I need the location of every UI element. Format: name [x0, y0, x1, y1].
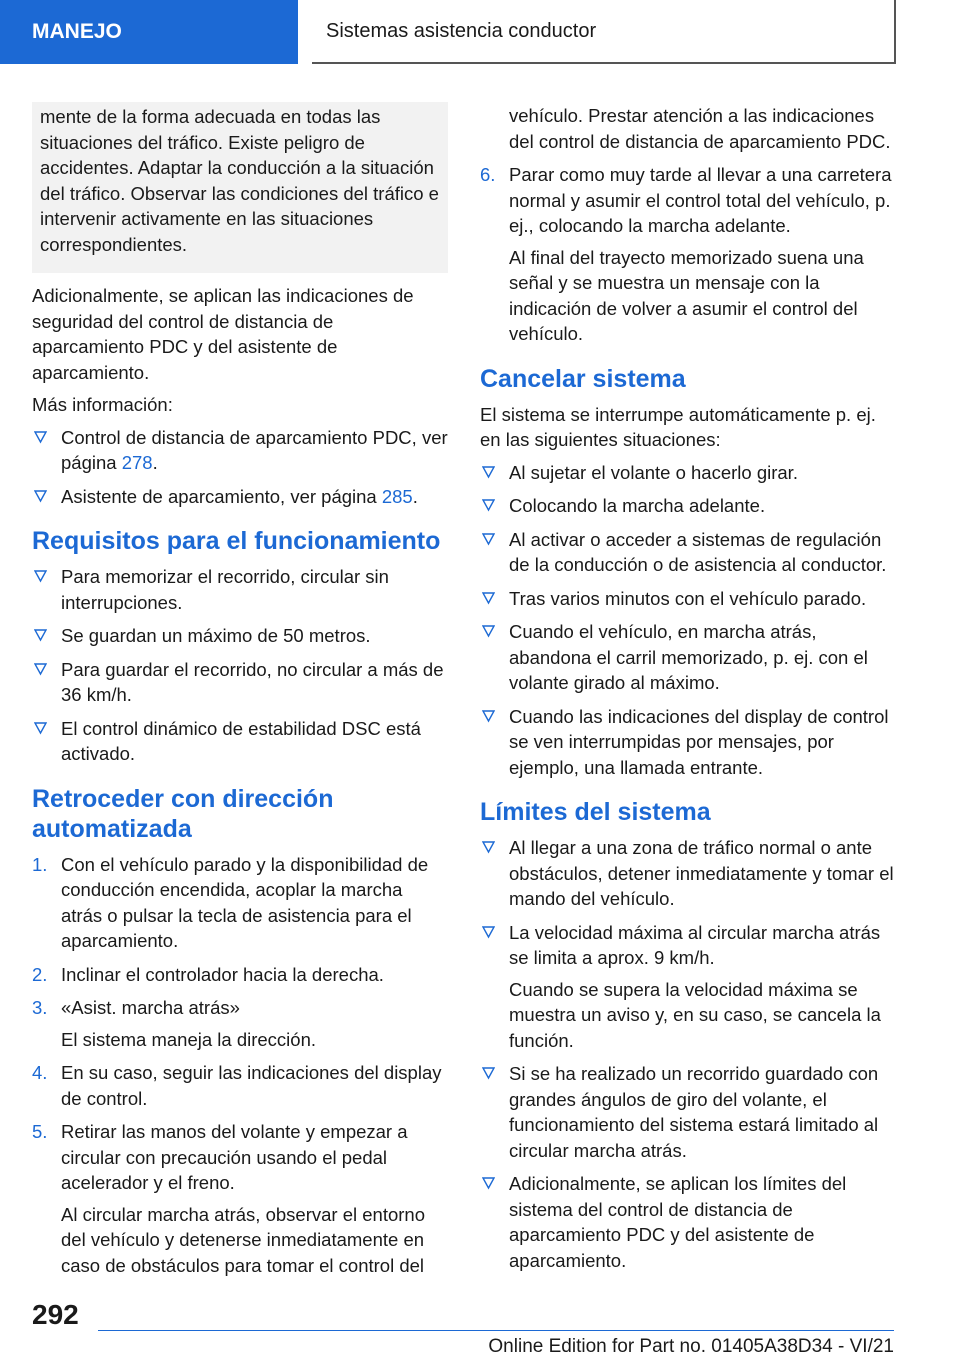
step-subtext: El sistema maneja la dirección. [61, 1028, 316, 1050]
section-label: MANEJO [32, 20, 122, 43]
warning-box [32, 102, 448, 273]
step-item [32, 1060, 448, 1111]
heading-cancel: Cancelar sistema [480, 364, 686, 393]
list-subtext: Cuando se supera la velocidad máxima se muestra un aviso y, en su caso, se cancela la función. [509, 978, 881, 1051]
list-item-text: Cuando el vehículo, en marcha atrás, abandona el carril memorizado, p. ej. con el volante girado al máximo. [509, 621, 868, 693]
page-number: 292 [32, 1299, 79, 1330]
list-item-text: Al activar o acceder a sistemas de regulación de la conducción o de asistencia al conductor. [509, 528, 887, 575]
triangle-bullet-icon [34, 658, 47, 678]
info-end: . [412, 485, 418, 507]
triangle-bullet-icon [34, 717, 47, 737]
step-continuation: vehículo. Prestar atención a las indicaciones del control de distancia de aparcamiento PDC. [509, 105, 891, 152]
triangle-bullet-icon [34, 624, 47, 644]
triangle-bullet-icon [482, 587, 495, 607]
triangle-bullet-icon [34, 485, 47, 505]
left-column [32, 102, 448, 1286]
step-item [32, 1119, 448, 1196]
list-item-text: Al llegar a una zona de tráfico normal o ante obstáculos, detener inmediatamente y tomar el mando del vehículo. [509, 837, 894, 909]
triangle-bullet-icon [482, 705, 495, 725]
list-item [480, 1171, 896, 1273]
cancel-intro: El sistema se interrumpe automáticamente p. ej. en las siguientes situaciones: [480, 403, 876, 450]
list-item [32, 623, 448, 649]
triangle-bullet-icon [34, 426, 47, 446]
step-number: 6. [480, 164, 496, 185]
list-item-text: Para memorizar el recorrido, circular sin interrupciones. [61, 566, 389, 613]
triangle-bullet-icon [482, 1172, 495, 1192]
list-item [480, 1061, 896, 1163]
list-item [480, 586, 896, 612]
right-column [480, 103, 896, 1281]
list-item-text: Cuando las indicaciones del display de control se ven interrumpidas por mensajes, por ejemplo, una llamada entrante. [509, 705, 889, 778]
safety-paragraph: Adicionalmente, se aplican las indicaciones de seguridad del control de distancia de aparcamiento PDC y del asistente de aparcamiento. [32, 285, 414, 383]
triangle-bullet-icon [482, 528, 495, 548]
triangle-bullet-icon [482, 461, 495, 481]
triangle-bullet-icon [482, 921, 495, 941]
list-item [480, 835, 896, 912]
step-text: «Asist. marcha atrás» [61, 997, 240, 1018]
list-item-text: Colocando la marcha adelante. [509, 495, 766, 516]
heading-requirements: Requisitos para el funcionamiento [32, 527, 441, 555]
step-item [480, 162, 896, 239]
list-item [32, 657, 448, 708]
page-link[interactable]: 278 [121, 452, 153, 473]
step-number: 2. [32, 963, 48, 985]
list-item-text: Si se ha realizado un recorrido guardado con grandes ángulos de giro del volante, el funcionamiento del sistema estará limitado al circular marcha atrás. [509, 1063, 879, 1161]
list-item-text: Se guardan un máximo de 50 metros. [61, 625, 371, 646]
step-text: Parar como muy tarde al llevar a una carretera normal y asumir el control total del vehículo, p. ej., colocando la marcha adelante. [509, 164, 892, 236]
list-item [480, 460, 896, 486]
heading-limits: Límites del sistema [480, 798, 711, 826]
list-item-text: El control dinámico de estabilidad DSC está activado. [61, 717, 421, 764]
list-item [480, 920, 896, 971]
list-item [480, 619, 896, 696]
triangle-bullet-icon [482, 1062, 495, 1082]
list-item-text: Al sujetar el volante o hacerlo girar. [509, 461, 798, 483]
step-subtext: Al final del trayecto memorizado suena una señal y se muestra un mensaje con la indicación de volver a asumir el control del vehículo. [509, 246, 864, 344]
list-item [480, 704, 896, 781]
list-item [480, 493, 896, 519]
footer-divider [98, 1330, 894, 1331]
footer-edition: Online Edition for Part no. 01405A38D34 - VI/21 [488, 1336, 894, 1357]
warning-text: mente de la forma adecuada en todas las situaciones del tráfico. Existe peligro de accidentes. Adaptar la conducción a la situación del tráfico. Observar las condiciones del tráfico e intervenir activamente en las situaciones correspondientes. [40, 106, 439, 255]
info-item [32, 484, 448, 510]
triangle-bullet-icon [482, 836, 495, 856]
step-item [32, 995, 448, 1021]
triangle-bullet-icon [482, 620, 495, 640]
list-item [480, 527, 896, 578]
list-item-text: Adicionalmente, se aplican los límites del sistema del control de distancia de aparcamiento PDC y del asistente de aparcamiento. [509, 1173, 847, 1271]
triangle-bullet-icon [482, 494, 495, 514]
step-item [32, 852, 448, 954]
info-item [32, 425, 448, 476]
chapter-header [312, 0, 896, 64]
step-number: 1. [32, 853, 48, 875]
step-text: Inclinar el controlador hacia la derecha. [61, 963, 384, 985]
triangle-bullet-icon [34, 565, 47, 585]
heading-reverse-assist: Retroceder con dirección automatizada [32, 784, 334, 843]
step-number: 4. [32, 1062, 48, 1083]
step-text: Con el vehículo parado y la disponibilidad de conducción encendida, acoplar la marcha atrás o pulsar la tecla de asistencia para el aparcamiento. [61, 853, 429, 951]
chapter-title: Sistemas asistencia conductor [326, 19, 597, 42]
step-subtext: Al circular marcha atrás, observar el entorno del vehículo y detenerse inmediatamente en caso de obstáculos para tomar el control del [61, 1203, 425, 1276]
step-number: 5. [32, 1121, 48, 1142]
list-item-text: Tras varios minutos con el vehículo parado. [509, 587, 867, 609]
info-text: Control de distancia de aparcamiento PDC, ver página [61, 426, 448, 473]
more-info-label: Más información: [32, 394, 173, 415]
list-item [32, 564, 448, 615]
list-item-text: Para guardar el recorrido, no circular a más de 36 km/h. [61, 658, 444, 705]
section-tab [0, 0, 298, 64]
list-item [32, 716, 448, 767]
info-text: Asistente de aparcamiento, ver página [61, 485, 382, 507]
step-item [32, 962, 448, 988]
info-end: . [152, 452, 158, 473]
step-text: Retirar las manos del volante y empezar a circular con precaución usando el pedal acelerador y el freno. [61, 1121, 408, 1193]
list-item-text: La velocidad máxima al circular marcha atrás se limita a aprox. 9 km/h. [509, 921, 881, 968]
step-text: En su caso, seguir las indicaciones del display de control. [61, 1062, 442, 1109]
page-link[interactable]: 285 [381, 485, 413, 507]
step-number: 3. [32, 997, 48, 1018]
